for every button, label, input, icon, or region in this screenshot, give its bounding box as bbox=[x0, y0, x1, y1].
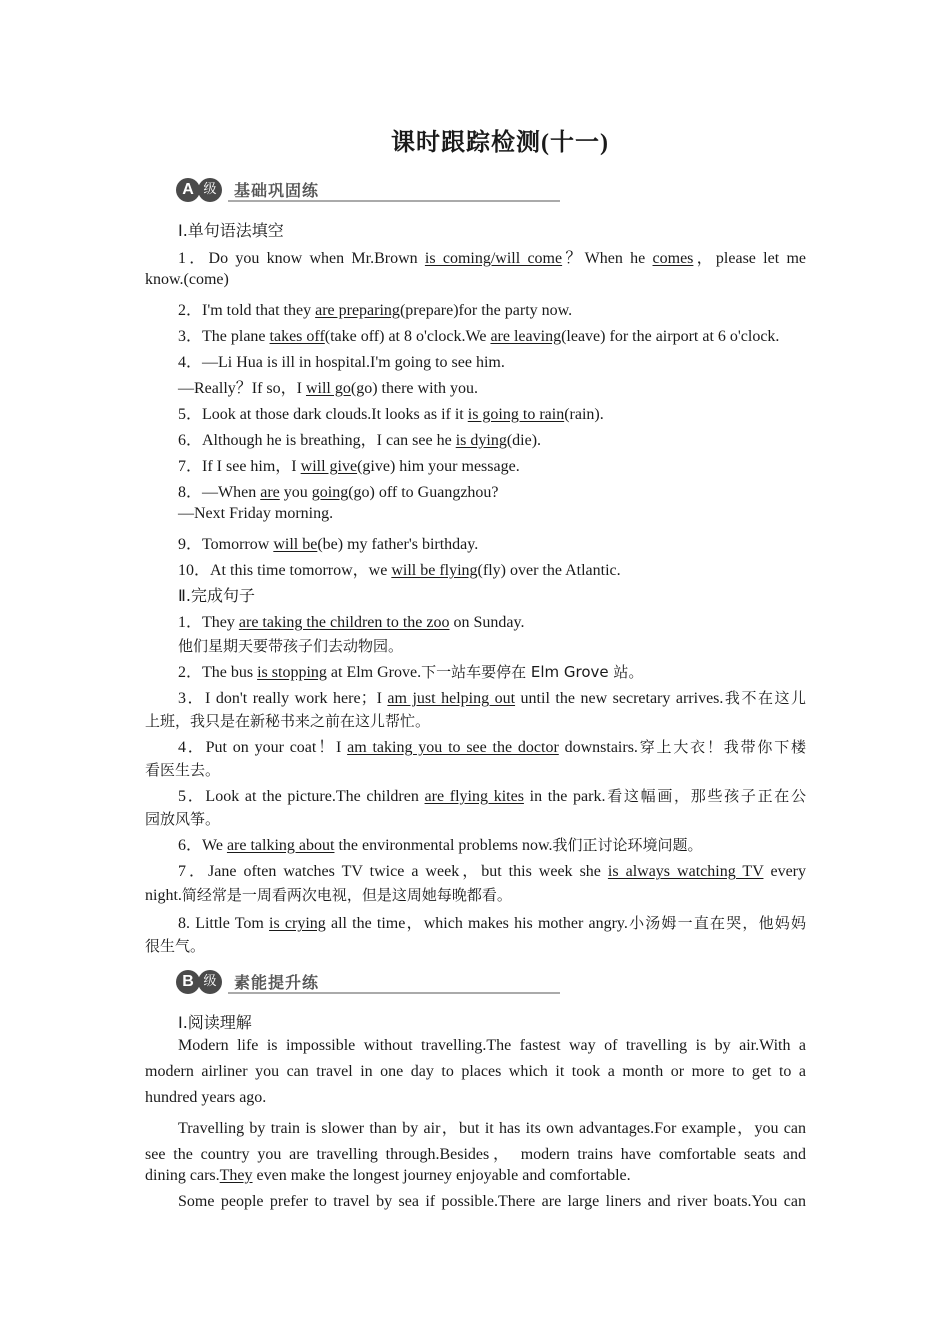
answer: going bbox=[311, 484, 349, 501]
level-b-badge bbox=[176, 970, 222, 994]
sentence-2: 2．The bus is stopping at Elm Grove.下一站车要停在 Elm Grove 站。 bbox=[178, 663, 644, 681]
answer: will be flying bbox=[391, 562, 478, 579]
question-9: 9．Tomorrow will be(be) my father's birthday. bbox=[178, 536, 479, 553]
level-a-label: 基础巩固练 bbox=[234, 181, 320, 200]
level-b-letter: B bbox=[176, 970, 200, 994]
answer: are talking about bbox=[226, 837, 335, 854]
level-a-rule bbox=[228, 200, 560, 202]
answer: are taking the children to the zoo bbox=[238, 614, 450, 631]
answer: are leaving bbox=[490, 328, 562, 345]
question-8: 8．—When are you going(go) off to Guangzhou? bbox=[178, 484, 499, 501]
answer: are preparing bbox=[315, 302, 400, 319]
answer: will go bbox=[305, 380, 351, 397]
level-a-banner bbox=[176, 176, 560, 206]
question-8-reply: —Next Friday morning. bbox=[178, 505, 334, 522]
question-1: 1．Do you know when Mr.Brown is coming/will come？When he comes，please let me bbox=[178, 250, 806, 267]
answer: is stopping bbox=[257, 664, 327, 681]
level-b-rule bbox=[228, 992, 560, 994]
sentence-4-cont: 看医生去。 bbox=[145, 761, 221, 779]
sentence-8-cont: 很生气。 bbox=[145, 937, 206, 955]
passage-p1-line2: modern airliner you can travel in one day to places which it took a month or more to get to a bbox=[145, 1063, 806, 1080]
section-heading-fill-blank: Ⅰ.单句语法填空 bbox=[178, 221, 284, 240]
sentence-7: 7．Jane often watches TV twice a week，but this week she is always watching TV every bbox=[178, 863, 807, 880]
question-7: 7．If I see him，I will give(give) him your message. bbox=[178, 458, 520, 475]
answer: will be bbox=[273, 536, 318, 553]
passage-p1-line1: Modern life is impossible without travelling.The fastest way of travelling is by air.With a bbox=[178, 1037, 806, 1054]
question-2: 2．I'm told that they are preparing(prepare)for the party now. bbox=[178, 302, 573, 319]
question-5: 5．Look at those dark clouds.It looks as if it is going to rain(rain). bbox=[178, 406, 604, 423]
answer: comes bbox=[652, 250, 694, 267]
section-heading-reading: Ⅰ.阅读理解 bbox=[178, 1013, 252, 1032]
answer: is crying bbox=[269, 915, 326, 932]
level-a-ji: 级 bbox=[198, 178, 222, 202]
level-b-ji: 级 bbox=[198, 970, 222, 994]
sentence-5-cont: 园放风筝。 bbox=[145, 810, 221, 828]
answer: is coming/will come bbox=[424, 250, 563, 267]
question-4-reply: —Really？If so，I will go(go) there with you. bbox=[178, 380, 478, 397]
page-title: 课时跟踪检测(十一) bbox=[391, 130, 609, 156]
sentence-3: 3．I don't really work here；I am just helping out until the new secretary arrives.我不在这儿 bbox=[178, 689, 806, 707]
answer: is dying bbox=[455, 432, 507, 449]
passage-p1-line3: hundred years ago. bbox=[145, 1089, 267, 1106]
sentence-7-cont: night.简经常是一周看两次电视，但是这周她每晚都看。 bbox=[145, 886, 512, 904]
underlined-word: They bbox=[219, 1167, 253, 1184]
question-3: 3．The plane takes off(take off) at 8 o'clock.We are leaving(leave) for the airport at 6 o'clock. bbox=[178, 328, 780, 345]
sentence-8: 8. Little Tom is crying all the time，which makes his mother angry.小汤姆一直在哭，他妈妈 bbox=[178, 914, 806, 932]
sentence-6: 6．We are talking about the environmental problems now.我们正讨论环境问题。 bbox=[178, 836, 703, 854]
level-a-badge bbox=[176, 178, 222, 202]
sentence-1: 1．They are taking the children to the zoo on Sunday. bbox=[178, 614, 525, 631]
answer: are flying kites bbox=[424, 788, 524, 805]
level-b-banner bbox=[176, 968, 560, 998]
answer: am taking you to see the doctor bbox=[347, 739, 559, 756]
answer: will give bbox=[300, 458, 358, 475]
section-heading-complete-sentences: Ⅱ.完成句子 bbox=[178, 586, 255, 605]
passage-p2-line2: see the country you are travelling through.Besides， modern trains have comfortable seats and bbox=[145, 1146, 806, 1163]
question-1-cont: know.(come) bbox=[145, 271, 229, 288]
question-6: 6．Although he is breathing，I can see he is dying(die). bbox=[178, 432, 542, 449]
passage-p3-line1: Some people prefer to travel by sea if possible.There are large liners and river boats.You can bbox=[178, 1193, 806, 1210]
answer: am just helping out bbox=[387, 690, 516, 707]
answer: is always watching TV bbox=[607, 863, 764, 880]
question-4: 4．—Li Hua is ill in hospital.I'm going to see him. bbox=[178, 354, 505, 371]
sentence-5: 5．Look at the picture.The children are flying kites in the park.看这幅画，那些孩子正在公 bbox=[178, 787, 806, 805]
sentence-4: 4．Put on your coat！I am taking you to see the doctor downstairs.穿上大衣！我带你下楼 bbox=[178, 738, 807, 756]
passage-p2-line1: Travelling by train is slower than by air，but it has its own advantages.For example，you can bbox=[178, 1120, 807, 1137]
sentence-1-translation: 他们星期天要带孩子们去动物园。 bbox=[178, 637, 404, 655]
sentence-3-cont: 上班，我只是在新秘书来之前在这儿帮忙。 bbox=[145, 712, 431, 730]
answer: is going to rain bbox=[467, 406, 565, 423]
level-b-label: 素能提升练 bbox=[234, 973, 320, 992]
passage-p2-line3: dining cars.They even make the longest journey enjoyable and comfortable. bbox=[145, 1167, 631, 1184]
question-10: 10．At this time tomorrow，we will be flying(fly) over the Atlantic. bbox=[178, 562, 621, 579]
answer: are bbox=[260, 484, 280, 501]
answer: takes off bbox=[269, 328, 325, 345]
level-a-letter: A bbox=[176, 178, 200, 202]
